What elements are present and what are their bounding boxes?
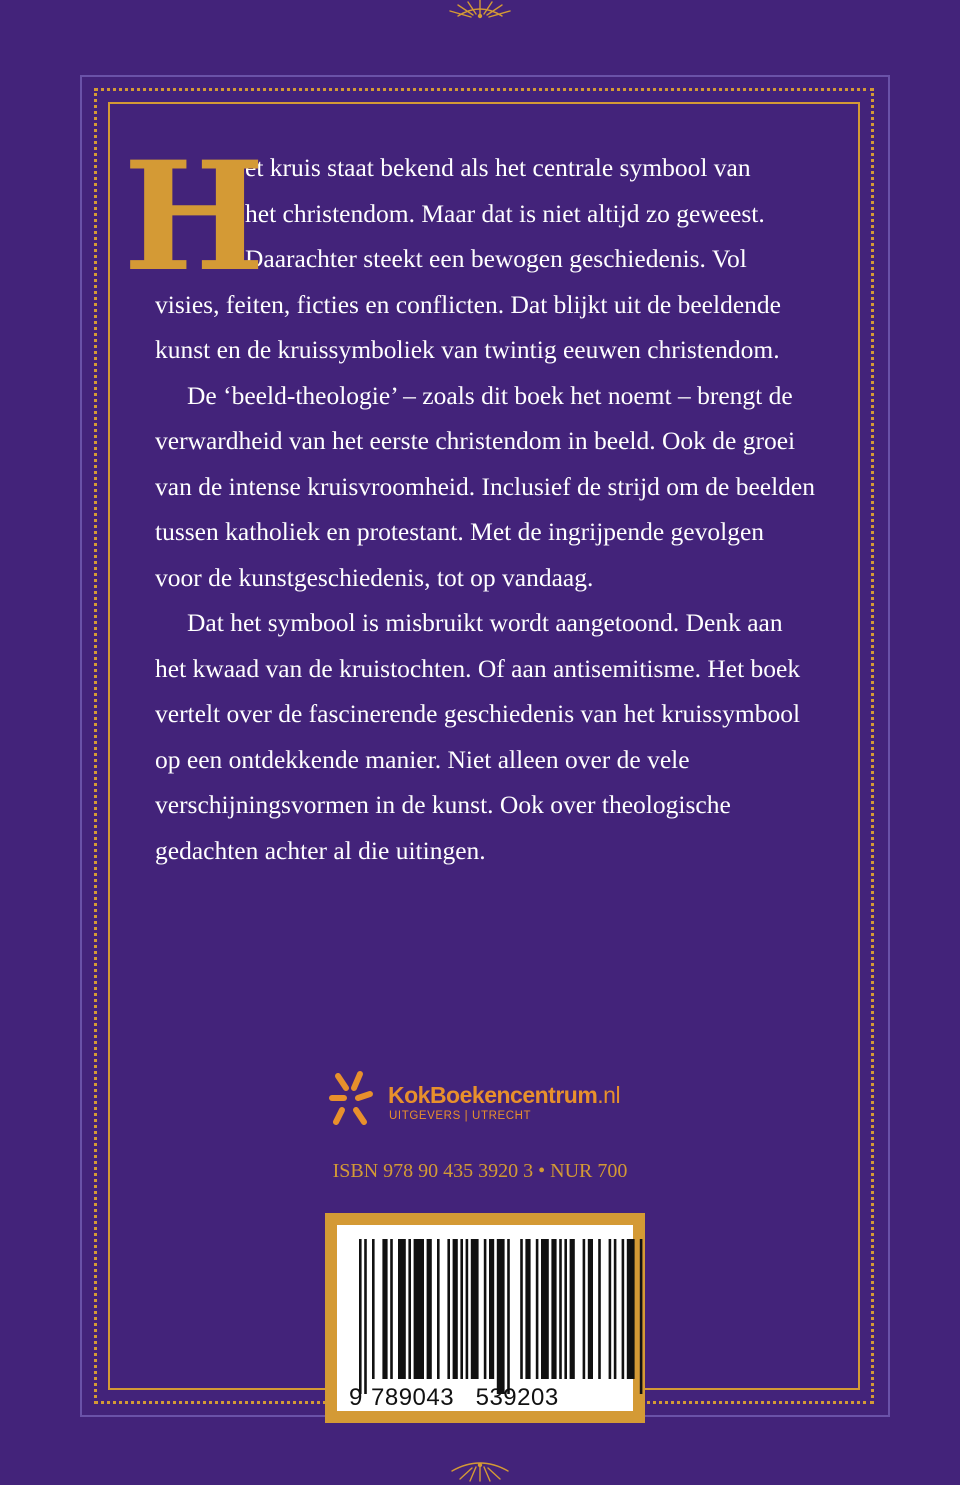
svg-text:H: H (123, 129, 265, 305)
barcode-bar (359, 1239, 362, 1394)
barcode-bar (489, 1239, 494, 1379)
barcode-bar (466, 1239, 469, 1379)
publisher-logo (328, 1068, 658, 1138)
barcode-bar (497, 1239, 505, 1394)
blurb-paragraph-2: De ‘beeld-theologie’ – zoals dit boek het noemt – brengt de verwardheid van het eerste christendom in beeld. Ook de groei van de intense kruisvroomheid. Inclusief de strijd om de beelden tussen katholiek en protestant. Met de ingrijpende gevolgen voor de kunstgeschiedenis, tot op vandaag. (155, 380, 815, 592)
barcode-bar (484, 1239, 487, 1379)
blurb-paragraph-1 (123, 129, 815, 373)
barcode-bar (520, 1239, 523, 1379)
blurb-line: et kruis staat bekend als het centrale symbool van (245, 153, 751, 182)
barcode-bar (622, 1239, 625, 1379)
barcode-bar (453, 1239, 458, 1379)
barcode-bar (588, 1239, 593, 1379)
barcode-digits: 9 789043 539203 (349, 1384, 559, 1411)
blurb-line: visies, feiten, ficties en conflicten. Dat blijkt uit de beeldende kunst en de kruissymboliek van twintig eeuwen christendom. (155, 289, 781, 364)
barcode-bar (598, 1239, 601, 1379)
barcode-bar (390, 1239, 393, 1379)
blurb-line: Daarachter steekt een bewogen geschiedenis. Vol (245, 244, 747, 273)
barcode-bar (609, 1239, 612, 1379)
barcode-bar (382, 1239, 387, 1379)
barcode-bar (364, 1239, 367, 1394)
barcode-bar (559, 1239, 562, 1379)
blurb-paragraph-3: Dat het symbool is misbruikt wordt aangetoond. Denk aan het kwaad van de kruistochten. Of aan antisemitisme. Het boek vertelt over de fascinerende geschiedenis van het kruissymbool op een ontdekkende manier. Niet alleen over de vele verschijningsvormen in de kunst. Ook over theologische gedachten achter al die uitingen. (155, 608, 801, 865)
publisher-name: KokBoekencentrum.nl (388, 1082, 621, 1108)
barcode-bar (564, 1239, 567, 1379)
barcode-bar (614, 1239, 617, 1379)
barcode-bar (583, 1239, 586, 1379)
barcode-bar (414, 1239, 424, 1379)
barcode-bar (551, 1239, 556, 1379)
barcode-bar (507, 1239, 510, 1394)
barcode-bar (570, 1239, 575, 1379)
barcode-bar (627, 1239, 635, 1379)
publisher-mark-icon (328, 1068, 374, 1130)
barcode-panel (325, 1213, 645, 1423)
barcode-bar (408, 1239, 411, 1379)
barcode-bar (536, 1239, 539, 1379)
isbn-line: ISBN 978 90 435 3920 3 • NUR 700 (332, 1160, 628, 1182)
publisher-subtitle: UITGEVERS | UTRECHT (389, 1110, 532, 1122)
barcode-bar (541, 1239, 549, 1379)
barcode-bar (640, 1239, 643, 1394)
barcode-bar (525, 1239, 530, 1379)
barcode-bar (437, 1239, 440, 1379)
barcode-bar (447, 1239, 450, 1379)
barcode-bar (398, 1239, 406, 1379)
barcode-bar (372, 1239, 375, 1379)
barcode-bar (427, 1239, 432, 1379)
sunburst-ornament-top (420, 0, 540, 40)
blurb-line: het christendom. Maar dat is niet altijd zo geweest. (245, 198, 765, 228)
back-cover-blurb (123, 129, 815, 873)
dropcap-h (123, 129, 265, 305)
barcode-bar (460, 1239, 463, 1379)
barcode (351, 1239, 621, 1394)
barcode-bar (471, 1239, 479, 1379)
sunburst-ornament-bottom (430, 1447, 530, 1485)
